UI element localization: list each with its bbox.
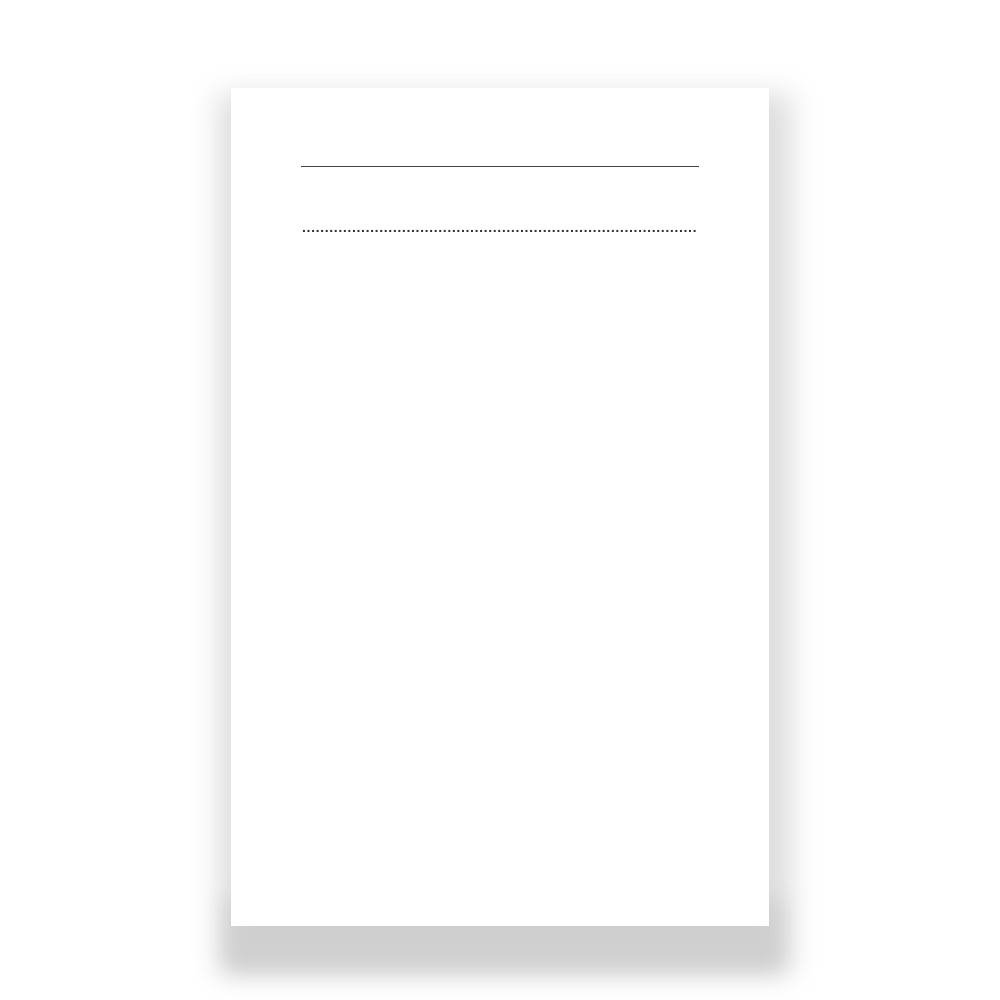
table-of-contents [301, 180, 699, 239]
leader-dots [302, 218, 698, 239]
running-header [301, 144, 699, 167]
book-page [231, 88, 769, 926]
chapter-title-line1 [301, 197, 699, 218]
chapter-heading [301, 197, 699, 239]
chapter-title-line2 [301, 218, 699, 239]
